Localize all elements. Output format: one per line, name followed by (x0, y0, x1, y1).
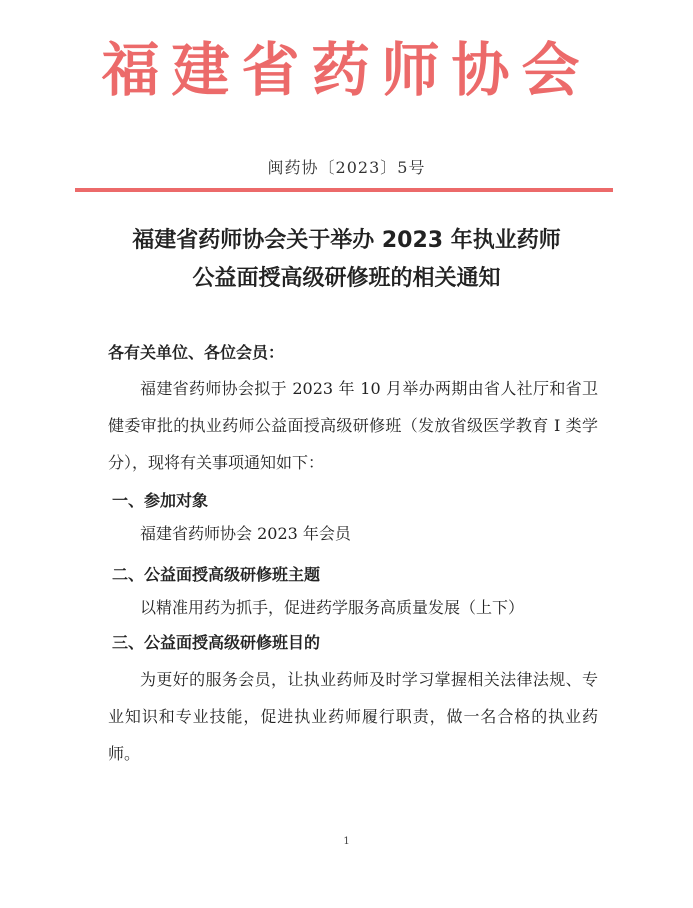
section-heading-3: 三、公益面授高级研修班目的 (112, 633, 321, 652)
notice-title (60, 222, 633, 298)
section-content-3: 为更好的服务会员，让执业药师及时学习掌握相关法律法规、专业知识和专业技能，促进执业药师履行职责，做一名合格的执业药师。 (108, 670, 598, 763)
section-content-1: 福建省药师协会 2023 年会员 (140, 524, 351, 543)
section-heading-2: 二、公益面授高级研修班主题 (112, 565, 321, 584)
salutation: 各有关单位、各位会员： (108, 343, 285, 362)
intro-paragraph: 福建省药师协会拟于 2023 年 10 月举办两期由省人社厅和省卫健委审批的执业药师公益面授高级研修班（发放省级医学教育 I 类学分），现将有关事项通知如下： (108, 379, 598, 472)
document-number: 闽药协〔2023〕5号 (267, 158, 426, 177)
red-divider-line (75, 188, 613, 192)
section-heading-1: 一、参加对象 (112, 491, 209, 510)
page-number: 1 (343, 836, 350, 847)
notice-title-line-2: 公益面授高级研修班的相关通知 (192, 266, 501, 291)
organization-header: 福建省药师协会 (101, 36, 592, 104)
notice-title-line-1: 福建省药师协会关于举办 2023 年执业药师 (132, 228, 561, 253)
section-content-2: 以精准用药为抓手，促进药学服务高质量发展（上下） (140, 598, 525, 617)
